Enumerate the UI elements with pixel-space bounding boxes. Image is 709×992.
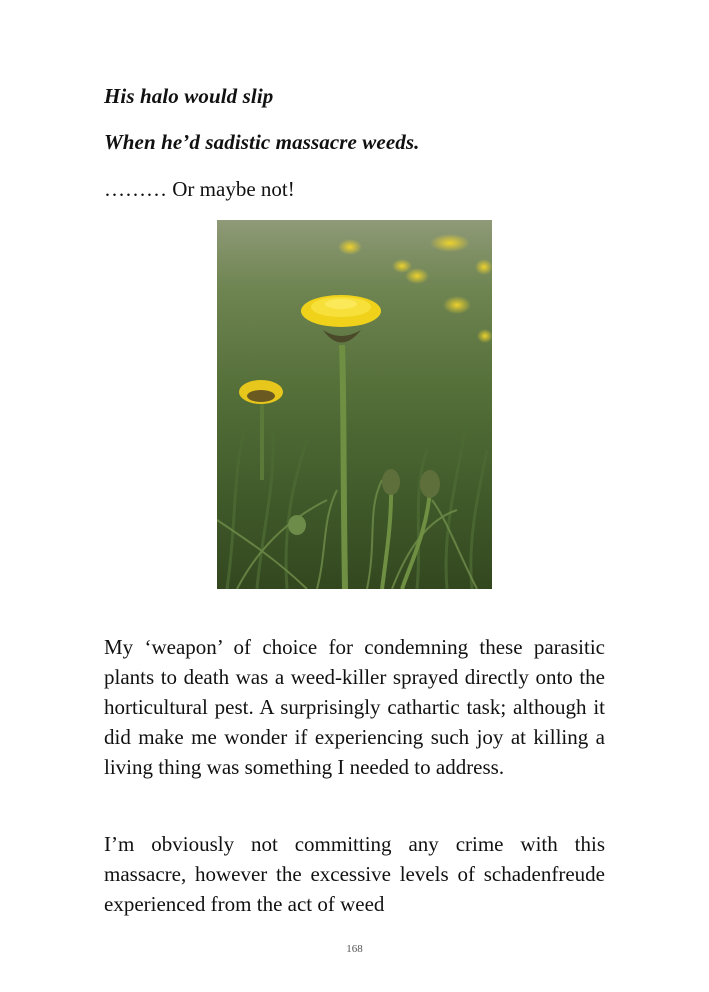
poem-line-1: His halo would slip: [104, 84, 274, 108]
page-number: 168: [346, 943, 363, 955]
paragraph-1: My ‘weapon’ of choice for condemning these parasitic plants to death was a weed-killer sprayed directly onto the horticultural pest. A surprisingly cathartic task; although it did make me wonder if experiencing such joy at killing a living thing was something I needed to address.: [104, 635, 605, 779]
poem-line-2: When he’d sadistic massacre weeds.: [104, 130, 420, 154]
dandelion-photo: [217, 220, 492, 589]
paragraph-2: I’m obviously not committing any crime with this massacre, however the excessive levels of schadenfreude experienced from the act of weed: [104, 832, 605, 916]
aside-line: ……… Or maybe not!: [104, 177, 295, 201]
